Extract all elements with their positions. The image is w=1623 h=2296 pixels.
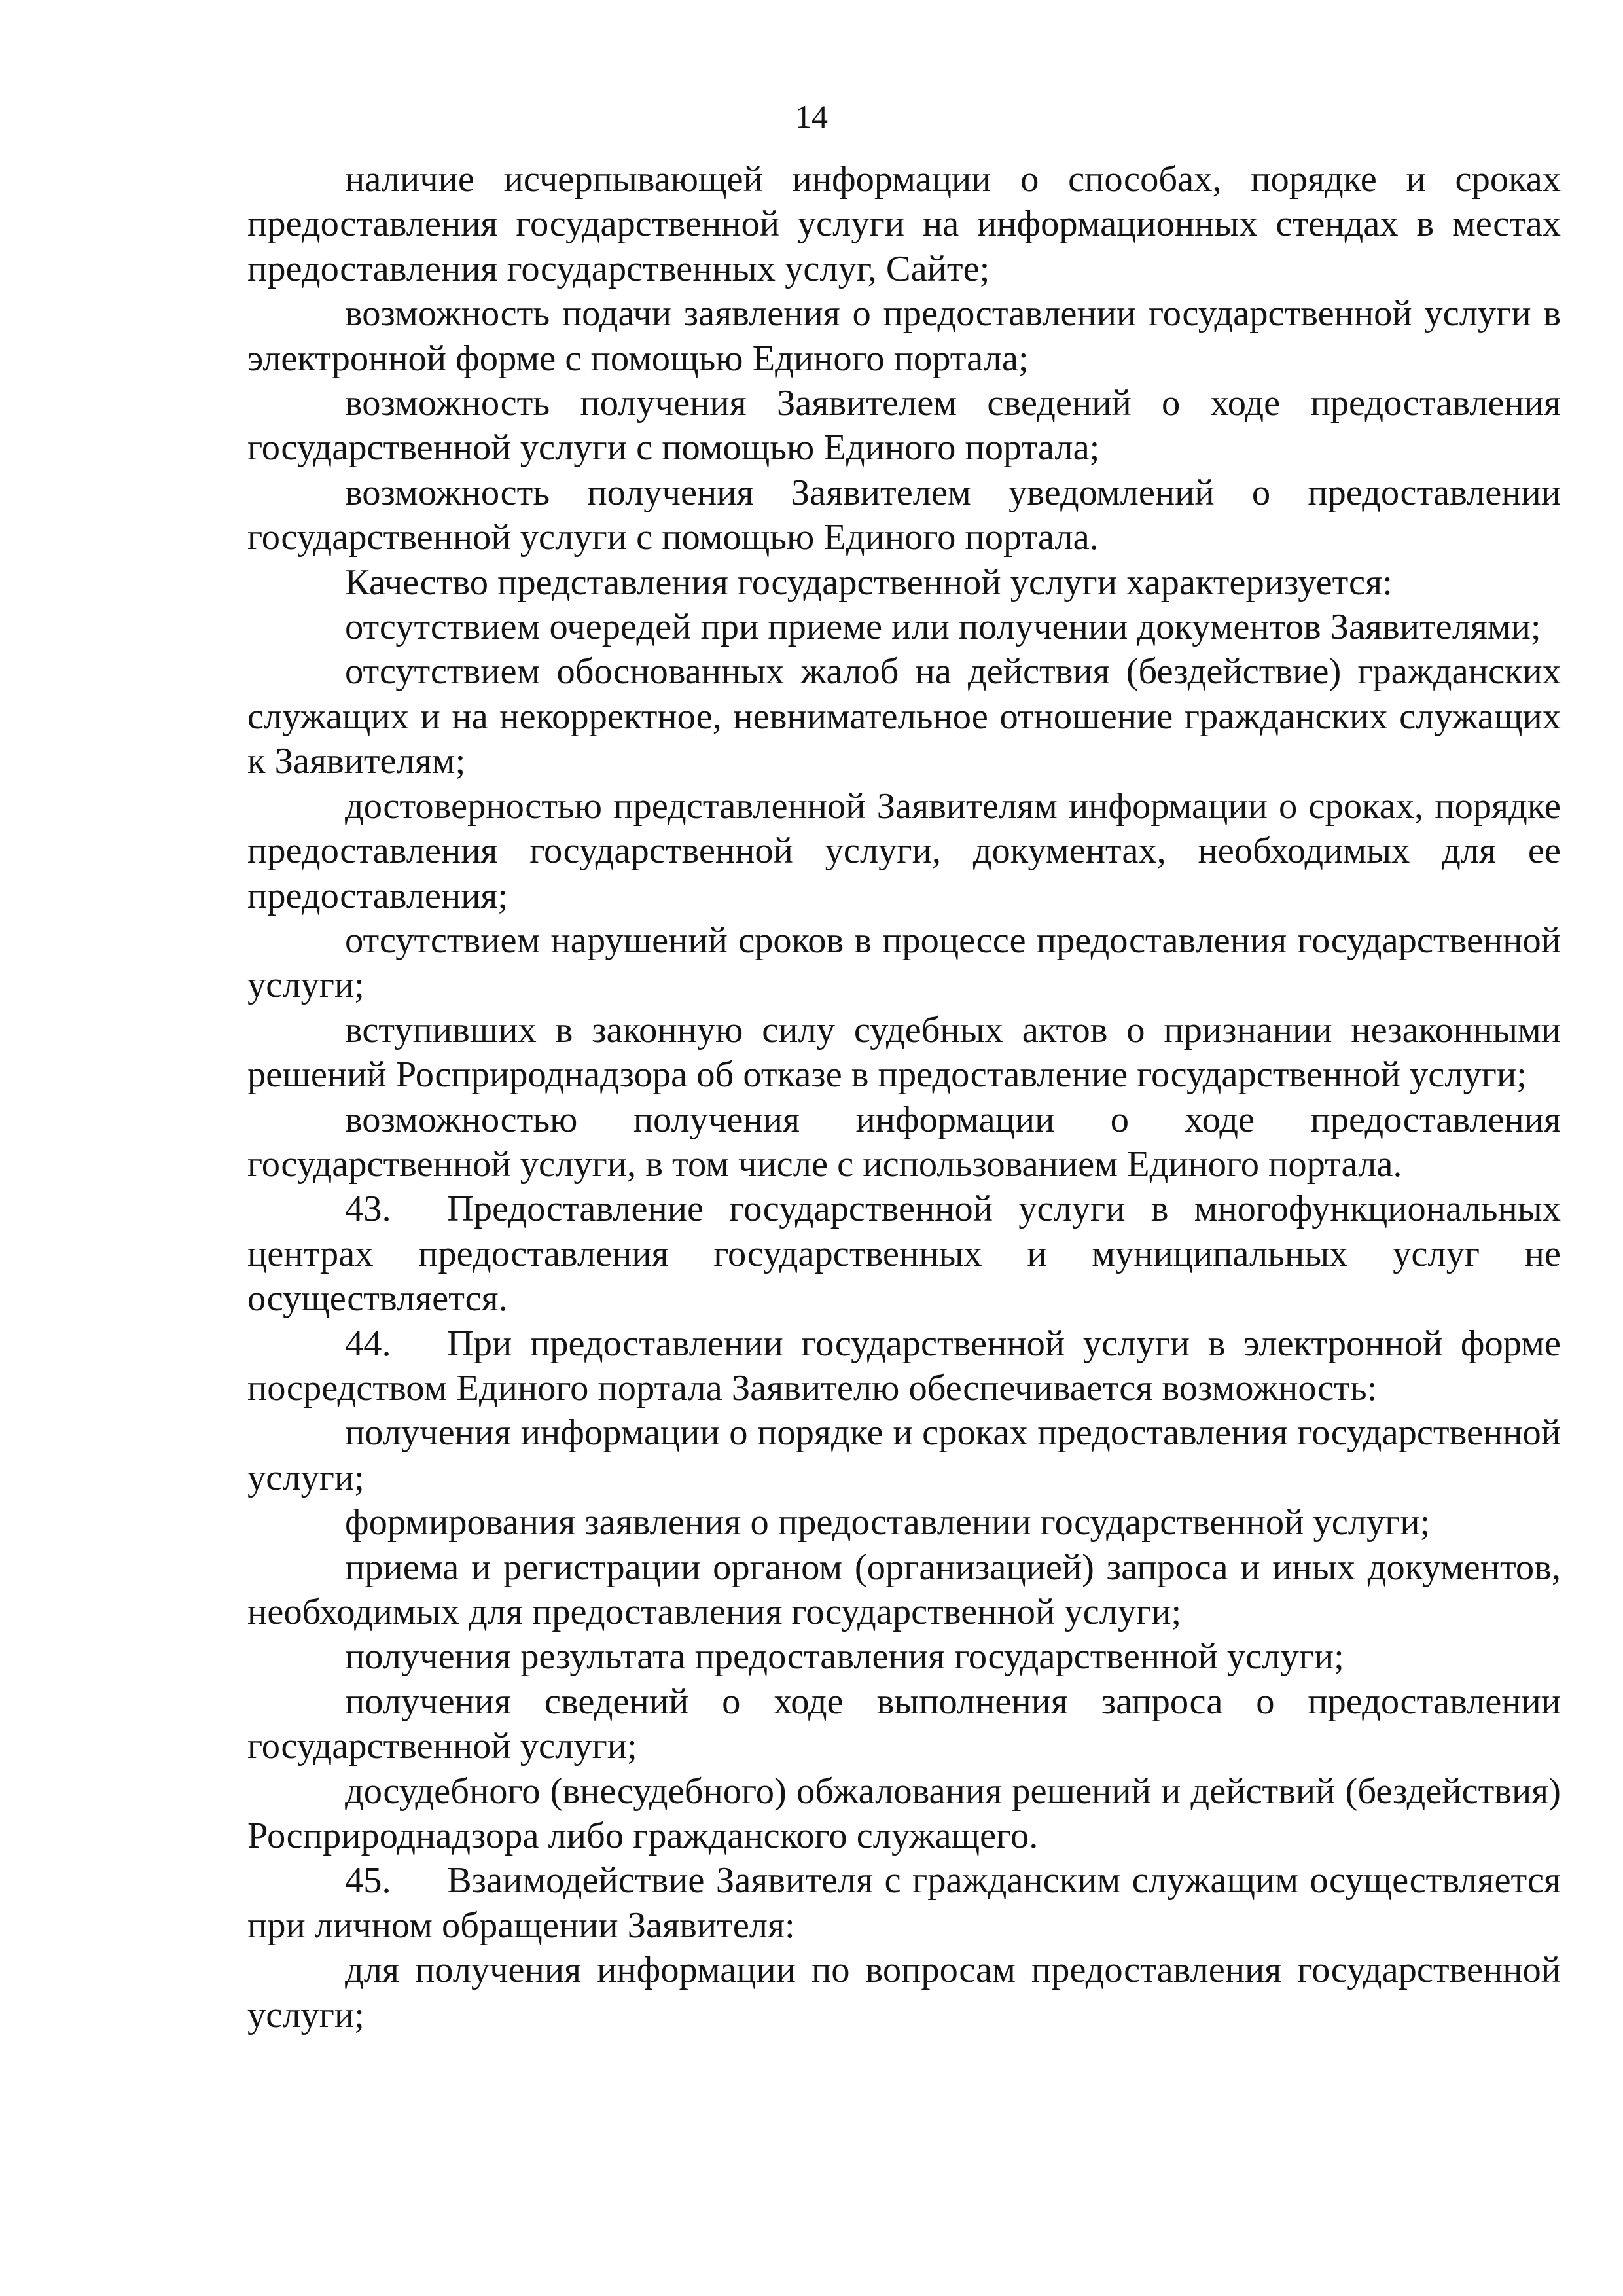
paragraph-text: При предоставлении государственной услуги в электронной форме посредством Единого портала Заявителю обеспечивается возможность:	[247, 1323, 1561, 1408]
paragraph: отсутствием очередей при приеме или получении документов Заявителями;	[345, 607, 1541, 648]
paragraph: получения сведений о ходе выполнения запроса о предоставлении государственной услуги;	[247, 1681, 1561, 1767]
paragraph: вступивших в законную силу судебных актов о признании незаконными решений Росприроднадзора об отказе в предоставление государственной услуги;	[247, 1009, 1561, 1096]
numbered-paragraph-43	[247, 1187, 1561, 1321]
page-number: 14	[795, 98, 828, 135]
document-body	[247, 157, 1561, 2037]
item-number: 45.	[345, 1860, 391, 1901]
paragraph: достоверностью представленной Заявителям информации о сроках, порядке предоставления государственной услуги, документах, необходимых для ее предоставления;	[247, 785, 1561, 916]
paragraph: наличие исчерпывающей информации о способах, порядке и сроках предоставления государственной услуги на информационных стендах в местах предоставления государственных услуг, Сайте;	[247, 159, 1561, 289]
paragraph: Качество представления государственной услуги характеризуется:	[345, 562, 1393, 603]
numbered-paragraph-44	[247, 1321, 1561, 1411]
paragraph: возможность получения Заявителем сведений о ходе предоставления государственной услуги с помощью Единого портала;	[247, 383, 1561, 469]
paragraph: досудебного (внесудебного) обжалования решений и действий (бездействия) Росприроднадзора либо гражданского служащего.	[247, 1770, 1561, 1857]
item-number: 43.	[345, 1189, 391, 1230]
paragraph: возможностью получения информации о ходе предоставления государственной услуги, в том числе с использованием Единого портала.	[247, 1099, 1561, 1185]
paragraph: возможность получения Заявителем уведомлений о предоставлении государственной услуги с помощью Единого портала.	[247, 472, 1561, 558]
paragraph: получения информации о порядке и сроках предоставления государственной услуги;	[247, 1412, 1561, 1498]
paragraph: получения результата предоставления государственной услуги;	[345, 1636, 1344, 1677]
paragraph: для получения информации по вопросам предоставления государственной услуги;	[247, 1950, 1561, 2036]
paragraph: формирования заявления о предоставлении государственной услуги;	[345, 1502, 1431, 1543]
paragraph: отсутствием обоснованных жалоб на действия (бездействие) гражданских служащих и на некорректное, невнимательное отношение гражданских служащих к Заявителям;	[247, 651, 1561, 782]
paragraph: возможность подачи заявления о предоставлении государственной услуги в электронной форме с помощью Единого портала;	[247, 293, 1561, 379]
item-number: 44.	[345, 1323, 391, 1364]
paragraph-text: Предоставление государственной услуги в многофункциональных центрах предоставления государственных и муниципальных услуг не осуществляется.	[247, 1189, 1561, 1319]
paragraph-text: Взаимодействие Заявителя с гражданским служащим осуществляется при личном обращении Заявителя:	[247, 1860, 1561, 1946]
paragraph: приема и регистрации органом (организацией) запроса и иных документов, необходимых для предоставления государственной услуги;	[247, 1547, 1561, 1632]
numbered-paragraph-45	[247, 1858, 1561, 1948]
paragraph: отсутствием нарушений сроков в процессе предоставления государственной услуги;	[247, 920, 1561, 1006]
